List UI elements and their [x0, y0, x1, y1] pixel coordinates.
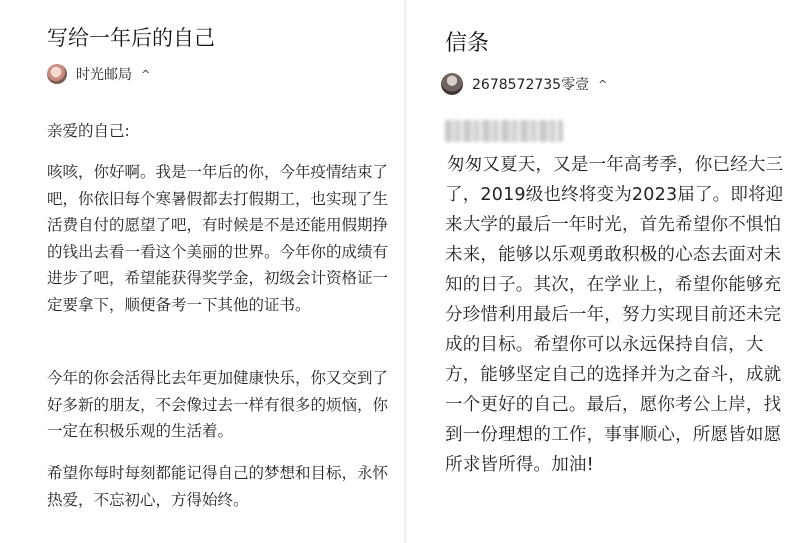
left-paragraph-2: 今年的你会活得比去年更加健康快乐，你又交到了好多新的朋友，不会像过去一样有很多的烦恼，你一定在积极乐观的生活着。: [47, 369, 389, 440]
avatar-icon[interactable]: [441, 73, 463, 95]
right-letter-title: 信条: [445, 31, 490, 56]
chevron-up-icon[interactable]: ^: [141, 67, 151, 81]
blurred-redaction: [445, 120, 563, 142]
left-salutation: 亲爱的自己:: [47, 122, 130, 140]
left-paragraph-3: 希望你每时每刻都能记得自己的梦想和目标，永怀热爱，不忘初心，方得始终。: [47, 464, 389, 509]
chevron-up-icon[interactable]: ^: [598, 77, 608, 91]
left-author-row[interactable]: [47, 61, 150, 87]
right-author-row[interactable]: [441, 71, 607, 97]
avatar-icon[interactable]: [47, 64, 67, 84]
right-author-name[interactable]: 2678572735零壹: [472, 77, 590, 93]
left-letter-title: 写给一年后的自己: [47, 26, 215, 50]
left-paragraph-1: 咳咳，你好啊。我是一年后的你，今年疫情结束了吧，你依旧每个寒暑假都去打假期工，也实现了生活费自付的愿望了吧，有时候是不是还能用假期挣的钱出去看一看这个美丽的世界。今年你的成绩有进步了吧，希望能获得奖学金，初级会计资格证一定要拿下，顺便备考一下其他的证书。: [47, 163, 389, 314]
left-author-name[interactable]: 时光邮局: [76, 67, 132, 83]
right-letter-body: 匆匆又夏天，又是一年高考季，你已经大三了，2019级也终将变为2023届了。即将迎来大学的最后一年时光，首先希望你不惧怕未来，能够以乐观勇敢积极的心态去面对未知的日子。其次，在学业上，希望你能够充分珍惜利用最后一年，努力实现目前还未完成的目标。希望你可以永远保持自信，大方，能够坚定自己的选择并为之奋斗，成就一个更好的自己。最后，愿你考公上岸，找到一份理想的工作，事事顺心，所愿皆如愿所求皆所得。加油!: [445, 155, 784, 475]
